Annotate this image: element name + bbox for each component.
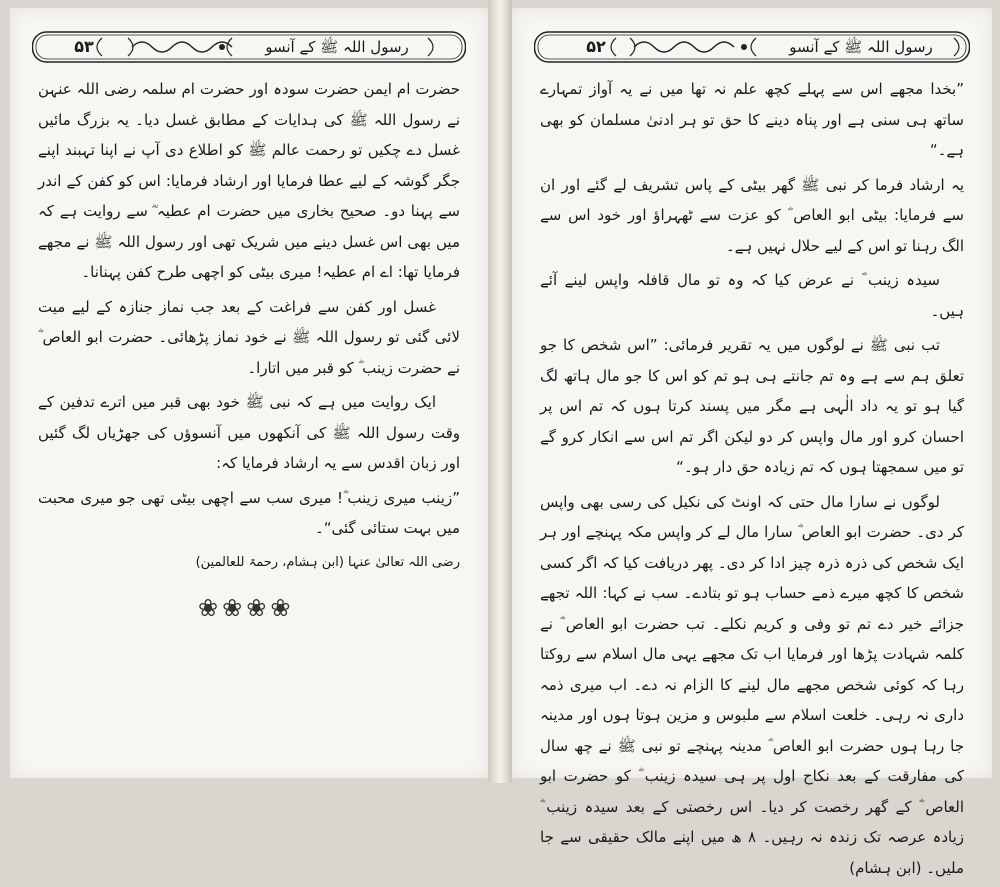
paragraph: ایک روایت میں ہے کہ نبی ﷺ خود بھی قبر میں اترے تدفین کے وقت رسول اللہ ﷺ کی آنکھوں میں آنسوؤں کی جھڑیاں لگ گئیں اور زبان اقدس سے یہ ارشاد فرمایا کہ: xyxy=(38,393,460,472)
quote-paragraph: ”زینب میری زینب ؓ! میری سب سے اچھی بیٹی تھی جو میری محبت میں بہت ستائی گئی“۔ xyxy=(38,488,460,537)
running-title: رسول اللہ ﷺ کے آنسو xyxy=(265,38,409,56)
right-page xyxy=(512,8,992,877)
book-gutter xyxy=(488,0,512,783)
flower-ornament: ❀❀❀❀ xyxy=(198,594,295,622)
paragraph: سیدہ زینب ؓ نے عرض کیا کہ وہ تو مال قافلہ واپس لینے آئے ہیں۔ xyxy=(540,271,964,320)
page-body xyxy=(540,74,964,887)
page-number: ۵۲ xyxy=(586,37,606,56)
paragraph: غسل اور کفن سے فراغت کے بعد جب نماز جنازہ کے لیے میت لائی گئی تو رسول اللہ ﷺ نے خود نماز پڑھائی۔ حضرت ابو العاص ؓ نے حضرت زینب ؓ کو قبر میں اتارا۔ xyxy=(38,297,460,377)
running-title: رسول اللہ ﷺ کے آنسو xyxy=(789,38,933,56)
paragraph: حضرت ام ایمن حضرت سودہ اور حضرت ام سلمہ رضی اللہ عنہن نے رسول اللہ ﷺ کی ہدایات کے مطابق غسل دیا۔ یہ بزرگ مائیں غسل دے چکیں تو رحمت عالم ﷺ کو اطلاع دی آپ نے اپنا تہبند اپنے جگر گوشہ کے لیے عطا فرمایا اور ارشاد فرمایا: اس کو کفن کے اندر سے پہنا دو۔ صحیح بخاری میں حضرت ام عطیہ ؓ سے روایت ہے کہ میں بھی اس غسل دینے میں شریک تھی اور رسول اللہ ﷺ نے مجھے فرمایا تھا: اے ام عطیہ! میری بیٹی کو اچھی طرح کفن پہنانا۔ xyxy=(38,80,460,281)
paragraph: لوگوں نے سارا مال حتی کہ اونٹ کی نکیل کی رسی بھی واپس کر دی۔ حضرت ابو العاص ؓ سارا مال لے کر واپس مکہ پہنچے اور ہر ایک شخص کی ذرہ ذرہ چیز ادا کر دی۔ پھر دریافت کیا کہ اگر کسی شخص کا کچھ میرے ذمے حساب ہو تو بتادے۔ سب نے کہا: اللہ تجھے جزائے خیر دے تم تو وفی و کریم نکلے۔ تب حضرت ابو العاص ؓ نے کلمہ شہادت پڑھا اور فرمایا اب تک مجھے یہی مال اسلام سے روکتا رہا کہ کوئی شخص مجھے مال لینے کا الزام نہ دے۔ اب میری ذمہ داری نہ رہی۔ خلعت اسلام سے ملبوس و مزین ہوتا ہوں اور مدینہ جا رہا ہوں حضرت ابو العاص ؓ مدینہ پہنچے تو نبی ﷺ نے چھ سال کی مفارقت کے بعد نکاح اول پر ہی سیدہ زینب ؓ کو حضرت ابو العاص ؓ کے گھر رخصت کر دیا۔ اس رخصتی کے بعد سیدہ زینب ؓ زیادہ عرصہ تک زندہ نہ رہیں۔ ۸ ھ میں اپنے مالک حقیقی سے جا ملیں۔ (ابن ہشام) xyxy=(540,492,965,877)
page-body xyxy=(38,74,460,582)
page-header xyxy=(32,30,466,64)
paragraph: یہ ارشاد فرما کر نبی ﷺ گھر بیٹی کے پاس تشریف لے گئے اور ان سے فرمایا: بیٹی ابو العاص ؓ کو عزت سے ٹھہراؤ اور خود اس سے الگ رہنا تو اس کے لیے حلال نہیں ہے۔ xyxy=(540,175,964,255)
page-header xyxy=(534,30,970,64)
quote-paragraph: ”بخدا مجھے اس سے پہلے کچھ علم نہ تھا میں نے یہ آواز تمہارے ساتھ ہی سنی ہے اور پناہ دینے کا حق تو ہر ادنیٰ مسلمان کو بھی ہے۔“ xyxy=(540,80,964,159)
page-number: ۵۳ xyxy=(74,37,94,56)
paragraph: تب نبی ﷺ نے لوگوں میں یہ تقریر فرمائی: ”اس شخص کا جو تعلق ہم سے ہے وہ تم جانتے ہی ہو تم کو اس کا جو مال ہاتھ لگ گیا ہو تو یہ داد الٰہی ہے مگر میں پسند کرتا ہوں کہ تم اس پر احسان کرو اور مال واپس کر دو لیکن اگر تم اس سے انکار کرو گے تو میں سمجھتا ہوں کہ تم زیادہ حق دار ہو۔“ xyxy=(540,336,964,476)
attribution: رضی اللہ تعالیٰ عنہا (ابن ہشام، رحمۃ للعالمین) xyxy=(195,554,460,570)
left-page xyxy=(10,8,488,778)
